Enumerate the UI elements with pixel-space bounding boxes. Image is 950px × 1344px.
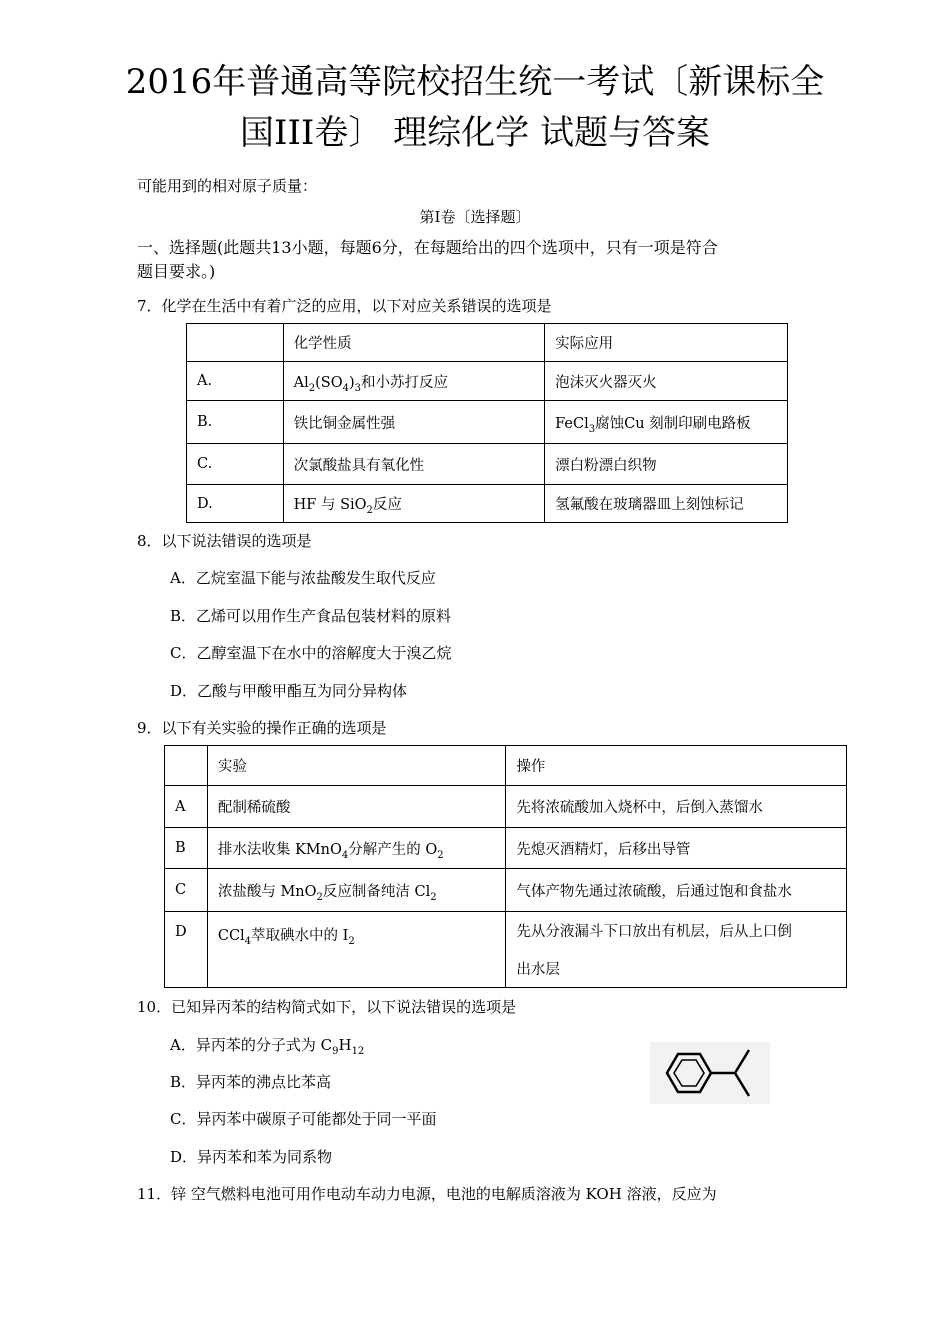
row-label: A	[165, 786, 208, 828]
property-cell: 铁比铜金属性强	[283, 401, 545, 444]
section-heading: 第Ⅰ卷〔选择题〕	[419, 208, 531, 226]
application-cell: 漂白粉漂白织物	[545, 444, 788, 485]
property-cell: HF 与 SiO$_2$反应	[283, 485, 545, 523]
question-8-option-b: B．乙烯可以用作生产食品包装材料的原料	[170, 607, 452, 625]
question-10-stem: 10．已知异丙苯的结构简式如下，以下说法错误的选项是	[137, 998, 517, 1016]
application-cell: FeCl$_3$腐蚀Cu 刻制印刷电路板	[545, 401, 788, 444]
isopropylbenzene-structure-image	[650, 1042, 770, 1104]
application-cell: 泡沫灭火器灭火	[545, 362, 788, 401]
row-label: D.	[187, 485, 284, 523]
experiment-cell: 配制稀硫酸	[207, 786, 506, 828]
experiment-cell: CCl$_4$萃取碘水中的 $I_2$	[207, 912, 506, 988]
table-header-row	[187, 324, 788, 362]
question-8-option-d: D．乙酸与甲酸甲酯互为同分异构体	[170, 682, 408, 700]
table-row	[187, 485, 788, 523]
question-7-table	[186, 323, 788, 523]
atomic-mass-intro: 可能用到的相对原子质量：	[137, 177, 318, 195]
property-cell: $Al_2(SO_4)_3$和小苏打反应	[283, 362, 545, 401]
table-row	[165, 828, 847, 869]
page-title-line-2: 国III卷〕 理综化学 试题与答案	[240, 113, 710, 153]
header-cell-experiment: 实验	[207, 746, 506, 786]
header-cell-application: 实际应用	[545, 324, 788, 362]
row-label: C.	[187, 444, 284, 485]
question-11-stem: 11．锌 空气燃料电池可用作电动车动力电源，电池的电解质溶液为 KOH 溶液，反应为	[137, 1185, 717, 1203]
row-label: A.	[187, 362, 284, 401]
table-header-row	[165, 746, 847, 786]
question-9-table	[164, 745, 847, 988]
instructions-line-2: 题目要求。)	[137, 262, 216, 281]
operation-cell: 先熄灭酒精灯，后移出导管	[506, 828, 847, 869]
question-7-stem: 7．化学在生活中有着广泛的应用，以下对应关系错误的选项是	[137, 297, 552, 315]
property-cell: 次氯酸盐具有氧化性	[283, 444, 545, 485]
question-8-option-a: A．乙烷室温下能与浓盐酸发生取代反应	[170, 569, 436, 587]
row-label: C	[165, 869, 208, 912]
experiment-cell: 排水法收集 KMnO$_4$分解产生的 $O_2$	[207, 828, 506, 869]
question-10-option-d: D．异丙苯和苯为同系物	[170, 1148, 333, 1166]
operation-cell: 先将浓硫酸加入烧杯中，后倒入蒸馏水	[506, 786, 847, 828]
page-title-line-1: 2016年普通高等院校招生统一考试〔新课标全	[125, 62, 825, 102]
experiment-cell: 浓盐酸与 MnO$_2$反应制备纯洁 $Cl_2$	[207, 869, 506, 912]
table-row	[187, 362, 788, 401]
operation-cell: 先从分液漏斗下口放出有机层，后从上口倒 出水层	[506, 912, 847, 988]
header-cell-operation: 操作	[506, 746, 847, 786]
question-10-option-b: B．异丙苯的沸点比苯高	[170, 1073, 332, 1091]
row-label: B.	[187, 401, 284, 444]
question-10-option-c: C．异丙苯中碳原子可能都处于同一平面	[170, 1110, 437, 1128]
question-9-stem: 9．以下有关实验的操作正确的选项是	[137, 719, 387, 737]
table-row	[165, 869, 847, 912]
question-8-stem: 8．以下说法错误的选项是	[137, 532, 312, 550]
header-cell-blank	[165, 746, 208, 786]
table-row	[165, 786, 847, 828]
header-cell-chemical-property: 化学性质	[283, 324, 545, 362]
header-cell-blank	[187, 324, 284, 362]
row-label: D	[165, 912, 208, 988]
question-10-option-a: A．异丙苯的分子式为 $C_9H_{12}$	[170, 1036, 365, 1057]
operation-cell: 气体产物先通过浓硫酸，后通过饱和食盐水	[506, 869, 847, 912]
table-row	[165, 912, 847, 988]
instructions-line-1: 一、选择题(此题共13小题，每题6分，在每题给出的四个选项中，只有一项是符合	[137, 238, 718, 257]
question-8-option-c: C．乙醇室温下在水中的溶解度大于溴乙烷	[170, 644, 452, 662]
row-label: B	[165, 828, 208, 869]
table-row	[187, 401, 788, 444]
application-cell: 氢氟酸在玻璃器皿上刻蚀标记	[545, 485, 788, 523]
table-row	[187, 444, 788, 485]
